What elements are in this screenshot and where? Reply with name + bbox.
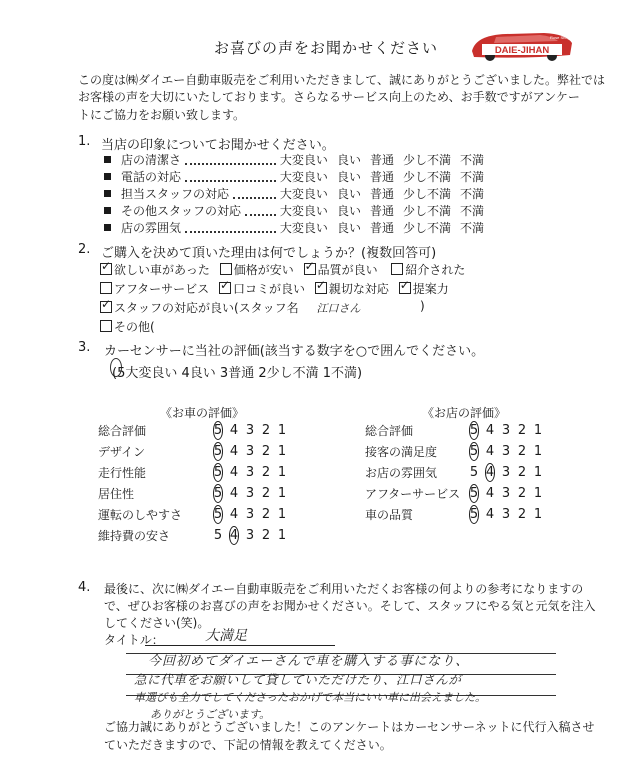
q1-scale-option[interactable]: 少し不満	[402, 221, 451, 235]
score-value: 1	[533, 486, 543, 501]
score-value: 4	[485, 465, 495, 480]
score-value: 5	[469, 465, 479, 480]
score-option[interactable]	[274, 528, 290, 543]
score-option[interactable]	[258, 486, 274, 501]
score-value: 1	[277, 486, 287, 501]
score-value: 5	[469, 486, 479, 501]
comment-line-4[interactable]: ありがとうございます。	[150, 708, 271, 721]
q1-scale-option[interactable]: 不満	[459, 204, 484, 218]
q1-scale-option[interactable]: 不満	[459, 170, 484, 184]
intro-line-1: この度は㈱ダイエー自動車販売をご利用いただきまして、誠にありがとうございました。弊社では	[78, 73, 606, 87]
option-label: 紹介された	[405, 263, 466, 277]
q1-scale-option[interactable]: 大変良い	[279, 221, 328, 235]
score-value: 3	[245, 444, 255, 459]
score-option[interactable]	[226, 507, 242, 522]
score-value: 2	[261, 486, 271, 501]
score-value: 3	[501, 444, 511, 459]
score-value: 4	[229, 486, 239, 501]
score-value: 2	[261, 528, 271, 543]
q1-scale-option[interactable]: 少し不満	[402, 187, 451, 201]
bullet-icon	[104, 224, 111, 231]
score-value: 1	[277, 423, 287, 438]
q1-scale-option[interactable]: 普通	[369, 187, 394, 201]
q2-row-2	[100, 280, 449, 297]
score-value: 3	[245, 486, 255, 501]
q1-row	[104, 185, 484, 202]
option-label: アフターサービス	[114, 282, 210, 296]
score-value: 4	[485, 507, 495, 522]
score-value: 2	[517, 507, 527, 522]
score-option[interactable]	[498, 423, 514, 438]
score-value: 2	[517, 486, 527, 501]
score-value: 3	[501, 423, 511, 438]
score-option[interactable]	[482, 423, 498, 438]
footer-line-2: ていただきますので、下記の情報を教えてください。	[104, 738, 392, 752]
score-value: 5	[469, 444, 479, 459]
option-label: 価格が安い	[233, 263, 294, 277]
q1-scale-option[interactable]: 大変良い	[279, 187, 328, 201]
score-option[interactable]	[274, 465, 290, 480]
score-value: 4	[485, 444, 495, 459]
intro-line-3: トにご協力をお願い致します。	[78, 108, 246, 122]
shop-rating-header: 《お店の評価》	[422, 406, 507, 420]
logo-text: DAIE-JIHAN	[494, 45, 550, 56]
bullet-icon	[104, 173, 111, 180]
car-item-label: 総合評価	[98, 424, 147, 438]
shop-score-options	[466, 484, 546, 503]
score-option[interactable]	[210, 463, 226, 482]
q1-scale-option[interactable]: 少し不満	[402, 153, 451, 167]
score-option[interactable]	[498, 486, 514, 501]
page-title: お喜びの声をお聞かせください	[214, 39, 439, 57]
q2-row-3	[100, 299, 361, 316]
checkbox[interactable]	[100, 263, 112, 275]
score-option[interactable]	[210, 505, 226, 524]
q1-item-label: 担当スタッフの対応	[121, 187, 230, 201]
q1-row	[104, 202, 484, 219]
q1-scale-option[interactable]: 不満	[459, 187, 484, 201]
car-item-label: 運転のしやすさ	[98, 508, 183, 522]
q1-scale-option[interactable]: 大変良い	[279, 170, 328, 184]
score-value: 5	[469, 507, 479, 522]
score-value: 1	[277, 444, 287, 459]
car-score-options	[210, 526, 290, 545]
score-option[interactable]	[226, 423, 242, 438]
score-value: 1	[533, 507, 543, 522]
car-score-options	[210, 463, 290, 482]
score-value: 1	[533, 444, 543, 459]
legend-item: 3普通	[219, 366, 255, 381]
checkbox[interactable]	[391, 263, 403, 275]
car-rating-header: 《お車の評価》	[160, 406, 245, 420]
score-option[interactable]	[274, 507, 290, 522]
car-score-options	[210, 505, 290, 524]
leader-dots	[185, 172, 276, 182]
company-logo	[466, 29, 576, 63]
q1-scale-option[interactable]: 普通	[369, 170, 394, 184]
q3-label: カーセンサーに当社の評価(該当する数字を○で囲んでください。	[104, 344, 485, 359]
score-value: 5	[213, 486, 223, 501]
comment-line-3[interactable]: 車選びも全力でしてくださったおかげで本当にいい車に出会えました。	[134, 691, 486, 704]
q1-scale-option[interactable]: 良い	[336, 204, 361, 218]
option-label: スタッフの対応が良い(スタッフ名	[114, 301, 299, 315]
q1-scale-option[interactable]: 普通	[369, 204, 394, 218]
score-option[interactable]	[530, 444, 546, 459]
q1-scale-option[interactable]: 普通	[369, 221, 394, 235]
score-option[interactable]	[210, 484, 226, 503]
q4-line-2: で、ぜひお客様のお喜びの声をお聞かせください。そして、スタッフにやる気と元気を注入	[104, 599, 596, 613]
score-value: 4	[229, 423, 239, 438]
score-value: 5	[469, 423, 479, 438]
score-option[interactable]	[226, 486, 242, 501]
car-logo-icon	[466, 29, 576, 63]
score-option[interactable]	[514, 486, 530, 501]
score-value: 1	[533, 465, 543, 480]
q1-scale-option[interactable]: 不満	[459, 221, 484, 235]
score-option[interactable]	[466, 442, 482, 461]
checkbox[interactable]	[219, 282, 231, 294]
q1-row	[104, 151, 484, 168]
shop-item-label: 車の品質	[365, 508, 414, 522]
score-option[interactable]	[226, 465, 242, 480]
score-value: 4	[229, 528, 239, 543]
checkbox[interactable]	[399, 282, 411, 294]
score-option[interactable]	[482, 486, 498, 501]
score-value: 5	[213, 423, 223, 438]
score-value: 5	[213, 507, 223, 522]
score-value: 1	[277, 528, 287, 543]
logo-small-text: Rose Shop	[550, 35, 570, 40]
title-label: タイトル：	[104, 633, 164, 647]
car-item-label: 走行性能	[98, 466, 147, 480]
checkbox[interactable]	[304, 263, 316, 275]
score-option[interactable]	[498, 465, 514, 480]
score-option[interactable]	[258, 423, 274, 438]
score-option[interactable]	[514, 423, 530, 438]
car-item-label: 維持費の安さ	[98, 529, 171, 543]
score-value: 3	[501, 486, 511, 501]
score-option[interactable]	[274, 486, 290, 501]
q1-number: 1.	[78, 134, 91, 149]
shop-item-label: 接客の満足度	[365, 445, 438, 459]
q1-scale-option[interactable]: 良い	[336, 187, 361, 201]
staff-name-handwritten: 江口さん	[316, 302, 361, 315]
q1-scale-option[interactable]: 大変良い	[279, 204, 328, 218]
score-option[interactable]	[530, 507, 546, 522]
leader-dots	[185, 223, 276, 233]
car-item-label: 居住性	[98, 487, 135, 501]
shop-item-label: アフターサービス	[365, 487, 461, 501]
option-label: 提案力	[412, 282, 449, 296]
car-item-label: デザイン	[98, 445, 146, 459]
legend-item: 5大変良い	[117, 366, 178, 381]
score-option[interactable]	[242, 423, 258, 438]
option-label: 欲しい車があった	[114, 263, 210, 277]
q4-line-1: 最後に、次に㈱ダイエー自動車販売をご利用いただくお客様の何よりの参考になりますの	[104, 582, 584, 596]
q2-number: 2.	[78, 242, 91, 257]
score-option[interactable]	[226, 526, 242, 545]
shop-score-options	[466, 421, 546, 440]
score-option[interactable]	[226, 444, 242, 459]
car-score-options	[210, 421, 290, 440]
score-value: 1	[277, 507, 287, 522]
score-value: 5	[213, 465, 223, 480]
score-option[interactable]	[242, 444, 258, 459]
q1-item-label: 電話の対応	[121, 170, 182, 184]
score-option[interactable]	[498, 444, 514, 459]
footer-line-1: ご協力誠にありがとうございました！このアンケートはカーセンサーネットに代行入稿させ	[104, 720, 595, 734]
score-value: 2	[517, 423, 527, 438]
score-option[interactable]	[242, 507, 258, 522]
score-value: 4	[229, 507, 239, 522]
score-option[interactable]	[258, 507, 274, 522]
car-score-options	[210, 442, 290, 461]
score-value: 2	[261, 465, 271, 480]
leader-dots	[185, 155, 276, 165]
legend-item: 2少し不満	[258, 366, 319, 381]
score-value: 5	[213, 528, 223, 543]
score-option[interactable]	[210, 442, 226, 461]
score-option[interactable]	[498, 507, 514, 522]
leader-dots	[233, 189, 276, 199]
score-value: 1	[277, 465, 287, 480]
q2-row-1	[100, 261, 465, 278]
q1-scale-option[interactable]: 少し不満	[402, 170, 451, 184]
score-value: 3	[501, 465, 511, 480]
q2-row-4	[100, 318, 155, 335]
score-value: 4	[485, 423, 495, 438]
bullet-icon	[104, 207, 111, 214]
q1-scale-option[interactable]: 良い	[336, 153, 361, 167]
q2-label: ご購入を決めて頂いた理由は何でしょうか？(複数回答可)	[101, 246, 437, 261]
option-label: 品質が良い	[317, 263, 378, 277]
q4-line-3: してください(笑)。	[104, 616, 210, 630]
score-value: 1	[533, 423, 543, 438]
q3-legend: (5大変良い 4良い 3普通 2少し不満 1不満)	[110, 358, 362, 381]
score-value: 4	[229, 465, 239, 480]
score-option[interactable]	[466, 465, 482, 480]
score-option[interactable]	[466, 505, 482, 524]
score-value: 3	[245, 507, 255, 522]
comment-line-1[interactable]: 今回初めてダイエーさんで車を購入する事になり、	[148, 654, 470, 669]
q1-item-label: 店の清潔さ	[121, 153, 182, 167]
score-value: 5	[213, 444, 223, 459]
leader-dots	[245, 206, 276, 216]
checkbox[interactable]	[100, 320, 112, 332]
checkbox[interactable]	[220, 263, 232, 275]
option-label: 口コミが良い	[233, 282, 306, 296]
q1-label: 当店の印象についてお聞かせください。	[101, 138, 335, 153]
score-option[interactable]	[466, 421, 482, 440]
score-value: 2	[517, 465, 527, 480]
legend-item: 4良い	[181, 366, 216, 381]
checkbox[interactable]	[100, 282, 112, 294]
q1-scale-option[interactable]: 良い	[336, 221, 361, 235]
checkbox[interactable]	[315, 282, 327, 294]
q1-scale-option[interactable]: 普通	[369, 153, 394, 167]
shop-score-options	[466, 505, 546, 524]
score-option[interactable]	[258, 465, 274, 480]
score-option[interactable]	[514, 465, 530, 480]
q4-number: 4.	[78, 580, 91, 595]
score-option[interactable]	[514, 444, 530, 459]
shop-item-label: 総合評価	[365, 424, 414, 438]
score-option[interactable]	[210, 421, 226, 440]
score-option[interactable]	[530, 465, 546, 480]
title-underline	[145, 645, 335, 646]
score-option[interactable]	[482, 444, 498, 459]
score-value: 3	[501, 507, 511, 522]
score-option[interactable]	[466, 484, 482, 503]
score-value: 2	[261, 423, 271, 438]
score-value: 3	[245, 528, 255, 543]
title-value-handwritten[interactable]: 大満足	[205, 628, 247, 644]
score-option[interactable]	[530, 423, 546, 438]
car-score-options	[210, 484, 290, 503]
score-value: 3	[245, 465, 255, 480]
score-option[interactable]	[274, 423, 290, 438]
score-option[interactable]	[482, 507, 498, 522]
score-option[interactable]	[210, 528, 226, 543]
bullet-icon	[104, 190, 111, 197]
q1-scale-option[interactable]: 大変良い	[279, 153, 328, 167]
score-value: 3	[245, 423, 255, 438]
score-option[interactable]	[242, 528, 258, 543]
shop-item-label: お店の雰囲気	[365, 466, 438, 480]
q1-row	[104, 168, 484, 185]
intro-line-2: お客様の声を大切にいたしております。さらなるサービス向上のため、お手数ですがアンケー	[78, 90, 580, 104]
q1-scale-option[interactable]: 少し不満	[402, 204, 451, 218]
score-option[interactable]	[482, 463, 498, 482]
checkbox[interactable]	[100, 301, 112, 313]
option-label: その他(	[114, 320, 155, 334]
score-option[interactable]	[274, 444, 290, 459]
score-option[interactable]	[258, 444, 274, 459]
score-option[interactable]	[514, 507, 530, 522]
q3-number: 3.	[78, 340, 91, 355]
q1-row	[104, 219, 484, 236]
q1-item-label: 店の雰囲気	[121, 221, 182, 235]
legend-item: 1不満)	[322, 366, 363, 381]
score-value: 4	[229, 444, 239, 459]
q1-scale-option[interactable]: 良い	[336, 170, 361, 184]
score-option[interactable]	[258, 528, 274, 543]
score-option[interactable]	[242, 486, 258, 501]
q1-scale-option[interactable]: 不満	[459, 153, 484, 167]
comment-line-2[interactable]: 急に代車をお願いして貸していただけたり、江口さんが	[134, 672, 462, 687]
q2-paren-close: )	[420, 299, 425, 313]
option-label: 親切な対応	[328, 282, 389, 296]
shop-score-options	[466, 442, 546, 461]
score-option[interactable]	[530, 486, 546, 501]
score-value: 2	[517, 444, 527, 459]
bullet-icon	[104, 156, 111, 163]
shop-score-options	[466, 463, 546, 482]
score-option[interactable]	[242, 465, 258, 480]
q1-item-label: その他スタッフの対応	[121, 204, 242, 218]
score-value: 2	[261, 444, 271, 459]
score-value: 4	[485, 486, 495, 501]
score-value: 2	[261, 507, 271, 522]
